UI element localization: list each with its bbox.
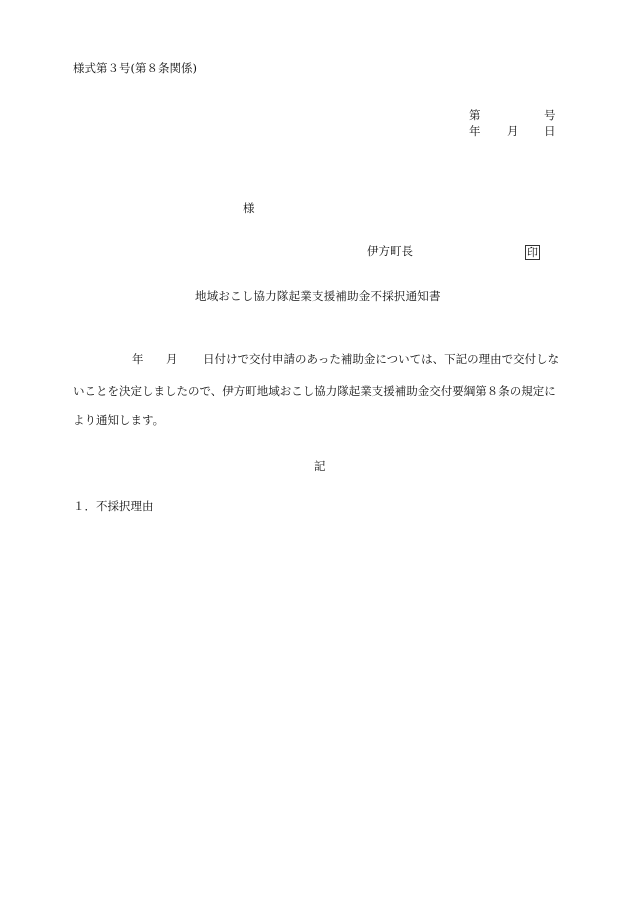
section-marker: 記 — [314, 459, 326, 473]
document-number-suffix: 号 — [544, 108, 556, 122]
recipient-honorific: 様 — [243, 201, 255, 215]
date-year: 年 — [469, 124, 481, 138]
date-month: 月 — [507, 124, 519, 138]
date-day: 日 — [544, 124, 556, 138]
seal-mark: 印 — [527, 246, 538, 259]
body-line1-year: 年 — [132, 352, 144, 366]
body-line2-text: いことを決定しましたので、伊方町地域おこし協力隊起業支援補助金交付要綱第８条の規定に — [73, 384, 556, 398]
body-line1-text: 日付けで交付申請のあった補助金については、下記の理由で交付しな — [203, 352, 560, 366]
item-reason-label: １．不採択理由 — [73, 499, 154, 513]
issuer-name: 伊方町長 — [367, 244, 413, 258]
body-line1-month: 月 — [166, 352, 178, 366]
document-number-label: 第 — [469, 108, 481, 122]
document-title: 地域おこし協力隊起業支援補助金不採択通知書 — [195, 289, 441, 303]
form-number: 様式第３号(第８条関係) — [73, 61, 197, 75]
body-line3-text: より通知します。 — [73, 413, 165, 427]
